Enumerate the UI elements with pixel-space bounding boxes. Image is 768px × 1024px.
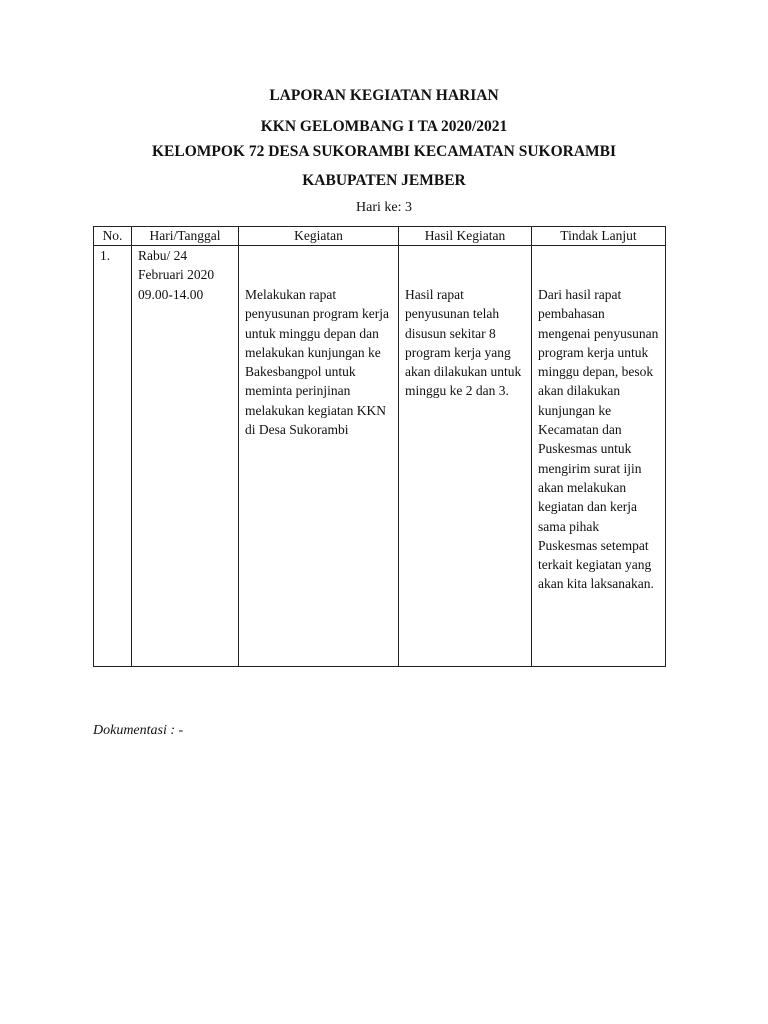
column-header-result: Hasil Kegiatan [399, 227, 532, 246]
column-header-activity: Kegiatan [239, 227, 399, 246]
date-cell [132, 246, 239, 667]
table-header-row [94, 227, 666, 246]
program-subtitle: KKN GELOMBANG I TA 2020/2021 [260, 118, 508, 135]
column-header-no: No. [94, 227, 132, 246]
row-result: Hasil rapat penyusunan telah disusun sekitar 8 program kerja yang akan dilakukan untuk minggu ke 2 dan 3. [405, 287, 522, 399]
table-row [94, 246, 666, 667]
report-title: LAPORAN KEGIATAN HARIAN [269, 87, 499, 104]
row-number: 1. [100, 248, 111, 263]
activity-cell [239, 246, 399, 667]
result-cell [399, 246, 532, 667]
row-number-cell [94, 246, 132, 667]
row-date: Rabu/ 24 Februari 2020 [138, 248, 215, 283]
row-follow-up: Dari hasil rapat pembahasan mengenai penyusunan program kerja untuk minggu depan, besok akan dilakukan kunjungan ke Kecamatan dan Puskesmas untuk mengirim surat ijin akan melakukan kegiatan dan kerja sama pihak Puskesmas setempat terkait kegiatan yang akan kita laksanakan. [538, 287, 659, 592]
row-activity: Melakukan rapat penyusunan program kerja untuk minggu depan dan melakukan kunjungan ke Bakesbangpol untuk meminta perinjinan melakukan kegiatan KKN di Desa Sukorambi [245, 287, 389, 438]
regency-line: KABUPATEN JEMBER [302, 172, 466, 189]
documentation-label: Dokumentasi : - [93, 723, 184, 738]
column-header-date: Hari/Tanggal [132, 227, 239, 246]
column-header-follow-up: Tindak Lanjut [532, 227, 666, 246]
follow-up-cell [532, 246, 666, 667]
group-location-line: KELOMPOK 72 DESA SUKORAMBI KECAMATAN SUKORAMBI [151, 143, 617, 160]
row-time: 09.00-14.00 [138, 286, 204, 302]
day-number: Hari ke: 3 [356, 200, 412, 215]
activity-table [93, 226, 666, 667]
